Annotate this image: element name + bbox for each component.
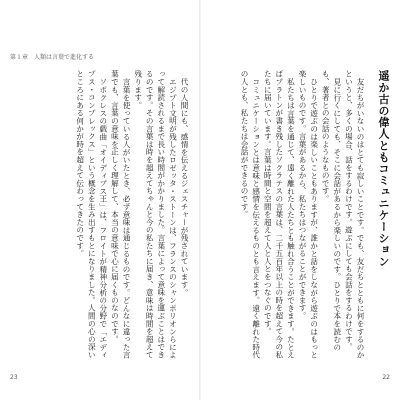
left-paragraph: 言葉を使っている人がいたとき、必ず意味は通じるものです。どんなに違った言葉でも、言葉の意味を正しく理解して、本当の意味で心に届くものなのです。 <box>110 70 132 359</box>
left-body-text <box>15 70 190 360</box>
left-paragraph: エジプト文明が残したロゼッタ・ストーンは、フランスのシャンポリオンらによって解読されるまで長い時間がかかりました。言葉によって意味を運ぶことはできるのです。その言葉は時を超えてちゃんと今の私たちに届き、意味は時間を超えて残ります。 <box>133 70 178 359</box>
left-paragraph: 代の人間にも、感情を伝えるジェスチャーが残されています。 <box>180 77 189 296</box>
right-paragraph: ひとりで遊ぶのは楽しいこともありますが、誰かと話をしながら遊ぶのはもっと楽しいものです。言葉があるから、私たちはつながることができます。 <box>298 70 319 359</box>
right-page <box>200 0 400 400</box>
page-number-right: 22 <box>382 374 390 381</box>
right-body-text <box>221 70 366 360</box>
right-paragraph: 友だちがいないのはとても寂しいことです。でも、友だちとともに何をするのかというと、多くの場合、話をするわけです。遊ぶにしても会話をするわけです。 <box>344 70 365 359</box>
right-paragraph: 私たちは言葉を通じて、遠く離れた人たちとも触れ合うことができます。たとえばプラトンが書き残したソクラテスの言葉は、二千五百年以上の時を超えて今の私たちに届いています。言葉は時間と空間を超えて人と人とをつなぐのです。 <box>263 70 296 359</box>
page-number-left: 23 <box>10 374 18 381</box>
section-heading: 遥か古の偉人ともコミュニケーション <box>377 70 390 268</box>
right-paragraph: コミュニケーションとは意味と感情を伝えるものとも言えます。遠く離れた時代の人とも、私たちは会話ができるのです。 <box>240 70 261 359</box>
running-head: 第１章 人類は言葉で進化する <box>10 54 95 61</box>
left-paragraph: ソポクレスの戯曲「オイディプス王」は、フロイトが精神分析の分野で「エディプス・コンプレックス」という概念を生み出すもとになりました。人間の心の深いところにある何かが時を超えて伝わってきたのです。 <box>75 70 108 359</box>
right-paragraph: 見に行くにしても、そこに会話があるから楽しいのです。ひとりで本を読むのも、著者との会話のようなものです。 <box>321 70 342 351</box>
